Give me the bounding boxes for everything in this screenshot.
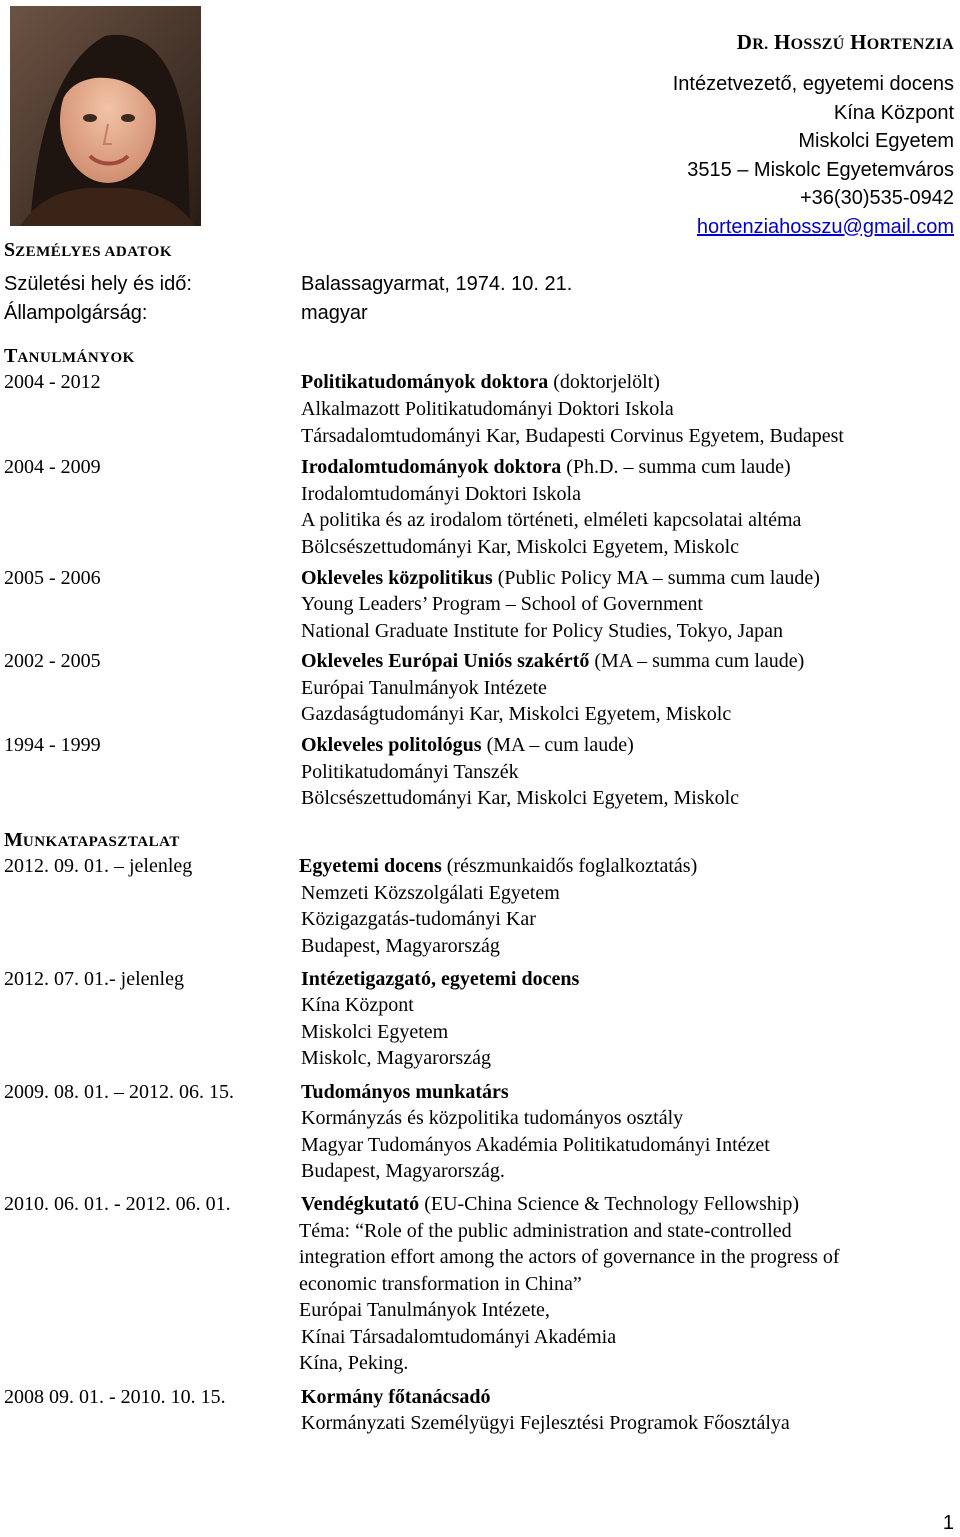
- work-line: economic transformation in China”: [299, 1273, 582, 1295]
- work-line: Budapest, Magyarország: [301, 935, 500, 957]
- work-line: Magyar Tudományos Akadémia Politikatudományi Intézet: [301, 1134, 770, 1156]
- profile-photo: [10, 6, 201, 226]
- header-center: Kína Központ: [833, 101, 954, 124]
- work-line: Téma: “Role of the public administration and state-controlled: [299, 1220, 792, 1242]
- work-line: Kormányzás és közpolitika tudományos osztály: [301, 1107, 684, 1129]
- work-line: Európai Tanulmányok Intézete,: [299, 1299, 550, 1321]
- work-position: Kormány főtanácsadó: [301, 1386, 491, 1408]
- edu-line: Bölcsészettudományi Kar, Miskolci Egyetem, Miskolc: [301, 787, 740, 809]
- edu-title: [301, 648, 804, 674]
- work-position-note: (részmunkaidős foglalkoztatás): [441, 855, 698, 877]
- header-position: Intézetvezető, egyetemi docens: [672, 73, 954, 95]
- header-address: 3515 – Miskolc Egyetemváros: [687, 158, 954, 181]
- edu-period: 2004 - 2012: [4, 371, 101, 393]
- edu-degree-note: (Ph.D. – summa cum laude): [561, 456, 791, 478]
- name-part: R.: [752, 36, 769, 53]
- work-line: Kínai Társadalomtudományi Akadémia: [301, 1326, 617, 1348]
- portrait-image: [10, 6, 201, 226]
- heading-rest: ZEMÉLYES ADATOK: [15, 244, 172, 260]
- work-line: Közigazgatás-tudományi Kar: [301, 908, 536, 930]
- work-title: [301, 1191, 799, 1217]
- section-heading-education: [4, 343, 135, 371]
- work-position: Vendégkutató: [301, 1193, 420, 1215]
- citizenship-value: magyar: [301, 302, 368, 324]
- edu-line: Young Leaders’ Program – School of Government: [301, 593, 703, 615]
- edu-line: A politika és az irodalom történeti, elméleti kapcsolatai altéma: [301, 509, 802, 531]
- edu-line: Alkalmazott Politikatudományi Doktori Iskola: [301, 398, 674, 420]
- edu-degree-note: (doktorjelölt): [548, 371, 660, 393]
- edu-line: Irodalomtudományi Doktori Iskola: [301, 483, 581, 505]
- heading-initial: S: [4, 239, 16, 261]
- work-line: Nemzeti Közszolgálati Egyetem: [301, 882, 560, 904]
- edu-period: 2005 - 2006: [4, 567, 101, 589]
- work-line: Kormányzati Személyügyi Fejlesztési Programok Főosztálya: [301, 1412, 790, 1434]
- work-line: Kína, Peking.: [299, 1352, 409, 1374]
- page-number: 1: [942, 1512, 954, 1534]
- work-position: Intézetigazgató, egyetemi docens: [301, 968, 580, 990]
- birth-value: Balassagyarmat, 1974. 10. 21.: [301, 273, 573, 295]
- edu-degree: Okleveles közpolitikus: [301, 567, 493, 589]
- edu-line: Európai Tanulmányok Intézete: [301, 677, 547, 699]
- edu-degree-note: (Public Policy MA – summa cum laude): [492, 567, 820, 589]
- edu-period: 2002 - 2005: [4, 650, 101, 672]
- work-line: Kína Központ: [301, 994, 414, 1016]
- name-part: OSSZÚ: [790, 36, 845, 53]
- work-title: [299, 853, 697, 879]
- work-position: Egyetemi docens: [299, 855, 442, 877]
- work-title: [301, 966, 579, 992]
- name-part: H: [850, 30, 867, 54]
- name-part: D: [736, 30, 753, 54]
- name-part: H: [773, 30, 791, 54]
- edu-line: Politikatudományi Tanszék: [301, 761, 519, 783]
- edu-degree: Irodalomtudományok doktora: [301, 456, 562, 478]
- work-line: Miskolc, Magyarország: [301, 1047, 491, 1069]
- heading-initial: M: [4, 829, 23, 851]
- citizenship-label: Állampolgárság:: [4, 302, 148, 324]
- person-name: [673, 28, 954, 59]
- edu-line: Gazdaságtudományi Kar, Miskolci Egyetem, Miskolc: [301, 703, 732, 725]
- heading-initial: T: [4, 345, 18, 367]
- work-line: integration effort among the actors of governance in the progress of: [299, 1246, 840, 1268]
- edu-title: [301, 565, 820, 591]
- edu-line: Társadalomtudományi Kar, Budapesti Corvinus Egyetem, Budapest: [301, 425, 844, 447]
- work-line: Budapest, Magyarország.: [301, 1160, 505, 1182]
- email-link[interactable]: hortenziahosszu@gmail.com: [696, 215, 954, 238]
- edu-line: Bölcsészettudományi Kar, Miskolci Egyetem, Miskolc: [301, 536, 740, 558]
- work-period: 2009. 08. 01. – 2012. 06. 15.: [4, 1081, 234, 1103]
- edu-degree-note: (MA – cum laude): [481, 734, 634, 756]
- edu-period: 2004 - 2009: [4, 456, 101, 478]
- edu-degree: Okleveles Európai Uniós szakértő: [301, 650, 590, 672]
- section-heading-personal: [4, 237, 172, 265]
- work-line: Miskolci Egyetem: [301, 1021, 449, 1043]
- birth-label: Születési hely és idő:: [4, 273, 192, 295]
- edu-degree: Politikatudományok doktora: [301, 371, 549, 393]
- section-heading-work: [4, 827, 180, 855]
- edu-degree-note: (MA – summa cum laude): [589, 650, 805, 672]
- work-period: 2012. 09. 01. – jelenleg: [4, 855, 193, 877]
- edu-title: [301, 732, 634, 758]
- work-period: 2008 09. 01. - 2010. 10. 15.: [4, 1386, 226, 1408]
- heading-rest: ANULMÁNYOK: [17, 350, 135, 366]
- header-university: Miskolci Egyetem: [798, 130, 954, 152]
- header-phone: +36(30)535-0942: [799, 187, 954, 209]
- work-position-note: (EU-China Science & Technology Fellowship): [419, 1193, 800, 1215]
- edu-degree: Okleveles politológus: [301, 734, 482, 756]
- edu-title: [301, 369, 660, 395]
- work-title: [301, 1384, 490, 1410]
- work-title: [301, 1079, 509, 1105]
- edu-title: [301, 454, 791, 480]
- edu-period: 1994 - 1999: [4, 734, 101, 756]
- edu-line: National Graduate Institute for Policy Studies, Tokyo, Japan: [301, 620, 784, 642]
- name-part: ORTENZIA: [866, 36, 954, 53]
- contact-header: [673, 28, 954, 241]
- work-period: 2010. 06. 01. - 2012. 06. 01.: [4, 1193, 231, 1215]
- work-period: 2012. 07. 01.- jelenleg: [4, 968, 184, 990]
- work-position: Tudományos munkatárs: [301, 1081, 509, 1103]
- heading-rest: UNKATAPASZTALAT: [22, 834, 180, 850]
